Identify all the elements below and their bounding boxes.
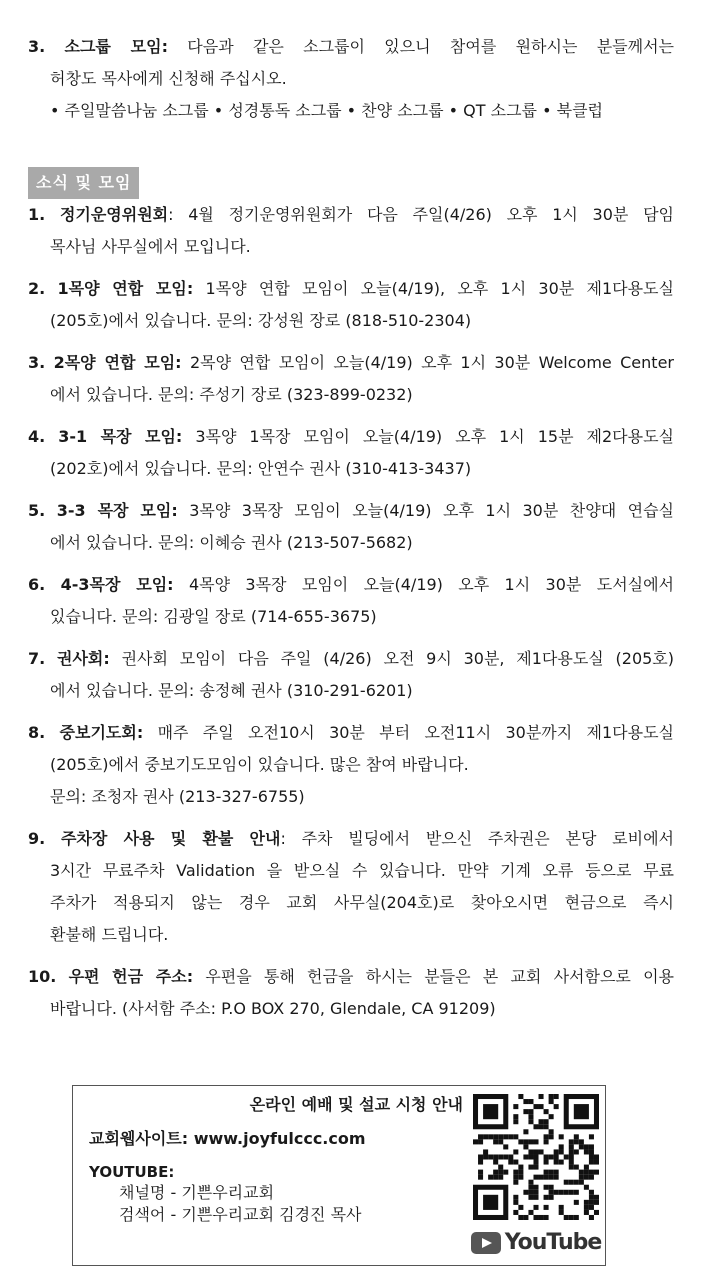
item-text: 권사회 모임이 다음 주일 (4/26) 오전 9시 30분, 제1다용도실 (205호) — [121, 649, 675, 668]
item-label: 우편 헌금 주소: — [68, 967, 194, 986]
item-number: 3. — [28, 353, 46, 372]
item-text: 허창도 목사에게 신청해 주십시오. — [50, 69, 287, 88]
item-first-line — [28, 569, 674, 601]
item-label: 1목양 연합 모임: — [57, 279, 194, 298]
news-item — [28, 717, 674, 813]
item-number: 2. — [28, 279, 46, 298]
item-text: 4목양 3목장 모임이 오늘(4/19) 오후 1시 30분 도서실에서 — [188, 575, 675, 594]
item-text: 에서 있습니다. 문의: 이혜승 권사 (213-507-5682) — [50, 533, 413, 552]
item-text: 주차가 적용되지 않는 경우 교회 사무실(204호)로 찾아오시면 현금으로 즉시 — [50, 893, 674, 912]
news-item — [28, 823, 674, 951]
item-first-line — [28, 495, 674, 527]
item-first-line — [28, 643, 674, 675]
item-text: 환불해 드립니다. — [50, 925, 169, 944]
youtube-label: YOUTUBE: — [89, 1163, 175, 1181]
item-text: 2목양 연합 모임이 오늘(4/19) 오후 1시 30분 Welcome Center — [189, 353, 674, 372]
section-header: 소식 및 모임 — [28, 167, 139, 199]
item-number: 3. — [28, 37, 46, 56]
news-item — [28, 961, 674, 1025]
item-text: 목사님 사무실에서 모입니다. — [50, 237, 251, 256]
item-number: 10. — [28, 967, 57, 986]
item-text: 우편을 통해 헌금을 하시는 분들은 본 교회 사서함으로 이용 — [205, 967, 674, 986]
item-first-line — [28, 823, 674, 855]
item-number: 9. — [28, 829, 46, 848]
news-item — [28, 495, 674, 559]
youtube-logo — [471, 1230, 602, 1255]
small-group-list: • 주일말씀나눔 소그룹 • 성경통독 소그룹 • 찬양 소그룹 • QT 소그룹 • 북클럽 — [50, 101, 603, 120]
website-link[interactable]: 교회웹사이트: www.joyfulccc.com — [89, 1129, 366, 1148]
item-first-line — [28, 961, 674, 993]
news-item — [28, 643, 674, 707]
item-number: 8. — [28, 723, 46, 742]
item-first-line — [28, 421, 674, 453]
news-item — [28, 199, 674, 263]
news-item — [28, 421, 674, 485]
item-number: 1. — [28, 205, 46, 224]
qr-code[interactable] — [473, 1094, 599, 1220]
item-label: 주차장 사용 및 환불 안내 — [60, 829, 281, 848]
online-info — [89, 1094, 463, 1257]
item-label: 소그룹 모임: — [64, 37, 168, 56]
news-item — [28, 347, 674, 411]
item-label: 4-3목장 모임: — [60, 575, 174, 594]
item-text: (205호)에서 중보기도모임이 있습니다. 많은 참여 바랍니다. — [50, 755, 469, 774]
item-text: 매주 주일 오전10시 30분 부터 오전11시 30분까지 제1다용도실 — [157, 723, 674, 742]
item-label: 3-1 목장 모임: — [58, 427, 183, 446]
item-number: 6. — [28, 575, 46, 594]
item-number: 4. — [28, 427, 46, 446]
item-label: 정기운영위원회 — [59, 205, 169, 224]
news-item — [28, 273, 674, 337]
item-text: 문의: 조청자 권사 (213-327-6755) — [50, 787, 305, 806]
item-text: 3목양 3목장 모임이 오늘(4/19) 오후 1시 30분 찬양대 연습실 — [189, 501, 674, 520]
item-text: 에서 있습니다. 문의: 송정혜 권사 (310-291-6201) — [50, 681, 413, 700]
item-text: 바랍니다. (사서함 주소: P.O BOX 270, Glendale, CA 91209) — [50, 999, 496, 1018]
item-text: 3목양 1목장 모임이 오늘(4/19) 오후 1시 15분 제2다용도실 — [195, 427, 674, 446]
item-text: 에서 있습니다. 문의: 주성기 장로 (323-899-0232) — [50, 385, 413, 404]
item-text: : 주차 빌딩에서 받으신 주차권은 본당 로비에서 — [280, 829, 674, 848]
item-first-line — [28, 717, 674, 749]
item-text: 있습니다. 문의: 김광일 장로 (714-655-3675) — [50, 607, 377, 626]
item-text: 1목양 연합 모임이 오늘(4/19), 오후 1시 30분 제1다용도실 — [205, 279, 674, 298]
item-text: 다음과 같은 소그룹이 있으니 참여를 원하시는 분들께서는 — [187, 37, 674, 56]
item-label: 중보기도회: — [59, 723, 144, 742]
item-text: (205호)에서 있습니다. 문의: 강성원 장로 (818-510-2304) — [50, 311, 472, 330]
news-list — [28, 199, 674, 1025]
channel-name: 채널명 - 기쁜우리교회 — [119, 1183, 275, 1202]
search-keyword: 검색어 - 기쁜우리교회 김경진 목사 — [119, 1205, 362, 1224]
item-first-line — [28, 273, 674, 305]
youtube-play-icon — [471, 1232, 501, 1254]
box-title: 온라인 예배 및 설교 시청 안내 — [249, 1095, 463, 1114]
item-first-line — [28, 31, 674, 63]
news-item — [28, 569, 674, 633]
item-first-line — [28, 347, 674, 379]
qr-column — [473, 1094, 602, 1257]
online-worship-box — [72, 1085, 606, 1266]
youtube-logo-text: YouTube — [504, 1230, 602, 1255]
item-text: : 4월 정기운영위원회가 다음 주일(4/26) 오후 1시 30분 담임 — [168, 205, 674, 224]
item-number: 7. — [28, 649, 46, 668]
item-text: 3시간 무료주차 Validation 을 받으실 수 있습니다. 만약 기계 오류 등으로 무료 — [50, 861, 674, 880]
item-label: 2목양 연합 모임: — [53, 353, 182, 372]
small-group-item — [28, 31, 674, 127]
item-number: 5. — [28, 501, 46, 520]
item-label: 권사회: — [57, 649, 110, 668]
item-label: 3-3 목장 모임: — [56, 501, 178, 520]
item-text: (202호)에서 있습니다. 문의: 안연수 권사 (310-413-3437) — [50, 459, 472, 478]
item-first-line — [28, 199, 674, 231]
